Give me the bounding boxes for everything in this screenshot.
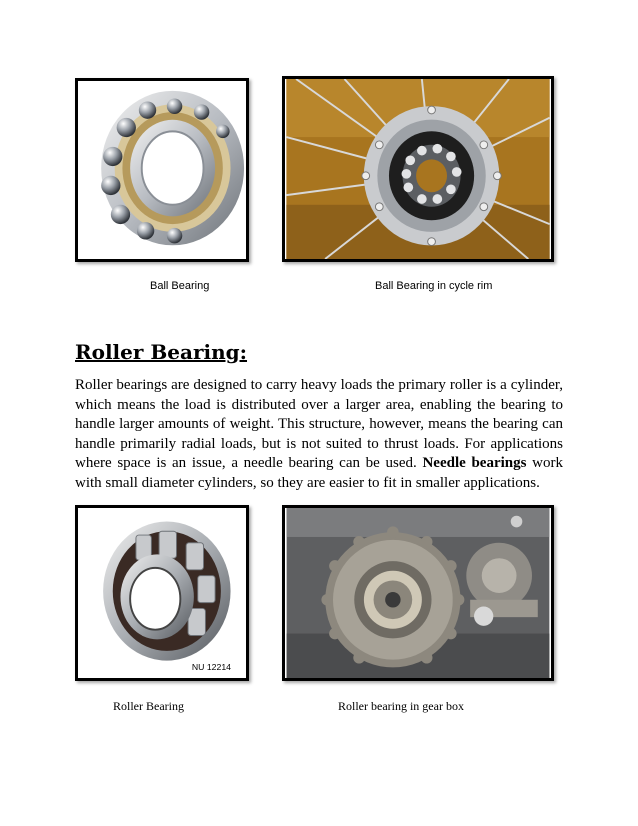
roller-bearing-gearbox-image: [282, 505, 554, 681]
paragraph-text-2: work with small diameter cylinders, so they are easier to fit in smaller applications.: [75, 455, 563, 491]
roller-bearing-illustration: [78, 508, 246, 678]
roller-bearing-gearbox-caption: Roller bearing in gear box: [338, 699, 464, 713]
roller-bearing-caption: Roller Bearing: [113, 699, 184, 713]
roller-bearing-image: [75, 505, 249, 681]
gearbox-illustration: [285, 508, 551, 678]
cycle-hub-illustration: [285, 79, 551, 259]
roller-bearing-label: NU 12214: [191, 662, 231, 673]
ball-bearing-cycle-caption: Ball Bearing in cycle rim: [375, 280, 493, 292]
section-paragraph: [75, 376, 563, 494]
ball-bearing-cycle-rim-image: [282, 76, 554, 262]
ball-bearing-image: [75, 78, 249, 262]
ball-bearing-illustration: [78, 81, 246, 259]
ball-bearing-caption: Ball Bearing: [150, 280, 210, 292]
paragraph-bold-term: Needle bearings: [422, 455, 527, 472]
paragraph-text-1: Roller bearings are designed to carry heavy loads the primary roller is a cylinder, which means the load is distributed over a larger area, enabling the bearing to handle larger amounts of weight. This structure, however, means the bearing can handle primarily radial loads, but is not suited to thrust loads. For applications where space is an issue, a needle bearing can be used.: [75, 377, 563, 472]
section-heading: Roller Bearing:: [75, 340, 248, 364]
